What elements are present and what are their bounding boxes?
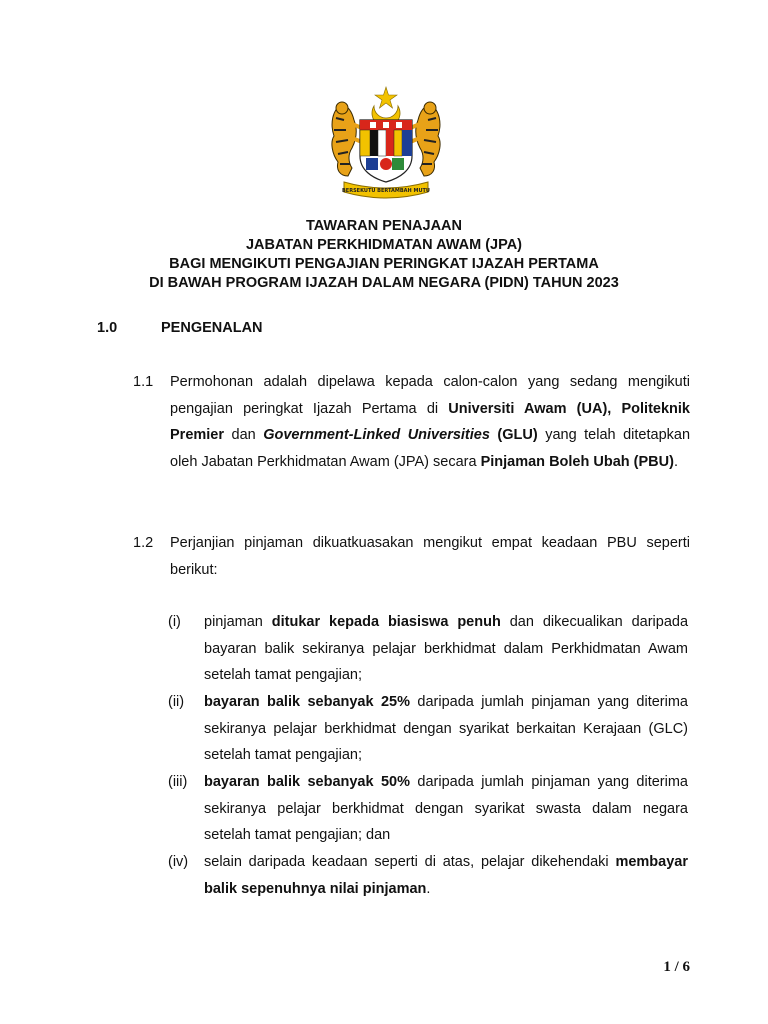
list-text-part: . xyxy=(426,880,431,897)
list-text-part: daripada jumlah pinjaman yang diterima sekiranya pelajar berkhidmat dengan syarikat swasta dalam negara setelah tamat pengajian; dan xyxy=(204,774,688,843)
paragraph-text: Perjanjian pinjaman dikuatkuasakan mengikut empat keadaan PBU seperti berikut: xyxy=(170,535,690,578)
paragraph-number: 1.1 xyxy=(133,374,154,390)
title-line-3: BAGI MENGIKUTI PENGAJIAN PERINGKAT IJAZAH PERTAMA xyxy=(169,256,599,272)
list-bold-part: ditukar kepada biasiswa penuh xyxy=(271,614,501,630)
list-text-part: pinjaman xyxy=(204,614,272,630)
paragraph-bold-part: Pinjaman Boleh Ubah (PBU) xyxy=(480,453,674,470)
crest-motto: BERSEKUTU BERTAMBAH MUTU xyxy=(342,188,430,194)
paragraph-text-part: yang telah ditetapkan oleh Jabatan Perkhidmatan Awam (JPA) secara xyxy=(170,427,691,470)
paragraph-bold-part: Universiti Awam (UA), Politeknik Premier xyxy=(170,400,690,443)
section-number: 1.0 xyxy=(97,320,118,336)
title-line-1: TAWARAN PENAJAAN xyxy=(305,218,463,234)
list-bold-part: bayaran balik sebanyak 25% xyxy=(204,694,410,710)
paragraph-text-part: . xyxy=(673,453,678,470)
list-item-text xyxy=(204,769,688,849)
list-item-text xyxy=(204,609,688,689)
document-title xyxy=(0,217,768,293)
list-bold-part: bayaran balik sebanyak 50% xyxy=(204,774,410,790)
page-number: 1 / 6 xyxy=(663,959,690,975)
paragraph-text xyxy=(170,369,690,475)
list-bold-part: membayar balik sepenuhnya nilai pinjaman xyxy=(204,854,688,897)
paragraph-text-part: Permohonan adalah dipelawa kepada calon-calon yang sedang mengikuti pengajian peringkat Ijazah Pertama di xyxy=(170,374,690,417)
list-item-text xyxy=(204,849,688,902)
list-item-number: (ii) xyxy=(168,694,185,710)
list-item-number: (iv) xyxy=(168,854,189,870)
title-line-4: DI BAWAH PROGRAM IJAZAH DALAM NEGARA (PIDN) TAHUN 2023 xyxy=(149,275,619,291)
list-item-number: (i) xyxy=(168,614,181,630)
list-text-part: selain daripada keadaan seperti di atas, pelajar dikehendaki xyxy=(204,854,616,870)
paragraph-bold-italic-part: Government-Linked Universities xyxy=(263,427,490,443)
section-title: PENGENALAN xyxy=(161,320,263,336)
section-heading xyxy=(97,319,263,338)
list-text-part: daripada jumlah pinjaman yang diterima sekiranya pelajar berkhidmat dengan syarikat berkaitan Kerajaan (GLC) setelah tamat pengajian; xyxy=(204,694,688,763)
title-line-2: JABATAN PERKHIDMATAN AWAM (JPA) xyxy=(245,237,523,253)
malaysia-coat-of-arms-icon xyxy=(322,84,450,204)
list-item-number: (iii) xyxy=(168,774,188,790)
paragraph-bold-part: (GLU) xyxy=(489,427,538,443)
paragraph-text-part: dan xyxy=(224,427,264,443)
list-text-part: dan dikecualikan daripada bayaran balik sekiranya pelajar berkhidmat dalam Perkhidmatan Awam setelah tamat pengajian; xyxy=(204,614,689,683)
list-item-text xyxy=(204,689,688,769)
paragraph-number: 1.2 xyxy=(133,535,154,551)
